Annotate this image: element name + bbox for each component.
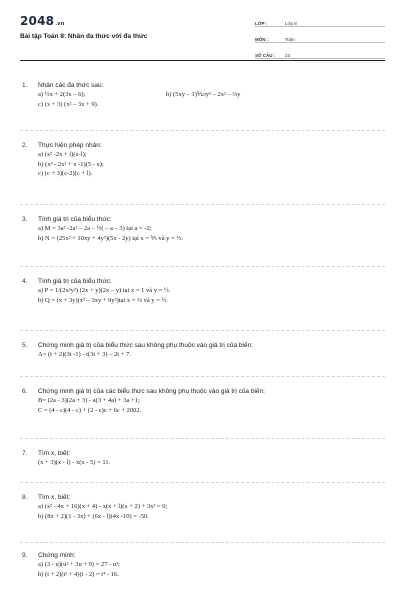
- question-line: B= (2a - 3)(2a + 3) - a(3 + 4a) + 3a +1;: [38, 397, 140, 404]
- question-number: 9.: [22, 552, 28, 559]
- question-line: a) P = 1/(2x²y²) (2x + y)(2x – y) tại x = 1 và y = ½.: [38, 287, 171, 294]
- question-number: 3.: [22, 216, 28, 223]
- question-8: [22, 494, 382, 521]
- question-line: A= (t + 2)(3t -1) - t(3t + 3) – 2t + 7.: [38, 351, 131, 358]
- meta-label: LỚP :: [255, 21, 268, 26]
- meta-row-subject: [255, 30, 385, 43]
- meta-label: SỐ CÂU :: [255, 53, 276, 58]
- meta-value: 23: [285, 53, 291, 58]
- question-text: Tính giá trị của biểu thức:: [38, 216, 112, 223]
- question-number: 5.: [22, 342, 28, 349]
- question-7: [22, 450, 382, 468]
- question-9: [22, 552, 382, 579]
- logo-suffix: .vn: [55, 21, 65, 27]
- meta-label: MÔN :: [255, 37, 269, 42]
- question-number: 6.: [22, 388, 28, 395]
- meta-row-count: [255, 46, 385, 59]
- divider: [20, 376, 385, 377]
- question-line: c) (c + 3)(c-2)(c + l).: [38, 170, 93, 177]
- logo-text: 2048: [20, 14, 55, 28]
- question-6: [22, 388, 382, 415]
- question-number: 1.: [22, 82, 28, 89]
- question-line: (x + 3)(x - l) - x(x - 5) = 11.: [38, 459, 111, 466]
- question-4: [22, 278, 382, 305]
- question-3: [22, 216, 382, 243]
- question-line: b) (x³ - 2x² + x -1)(5 - x);: [38, 160, 104, 168]
- question-text: Chứng minh giá trị của biểu thức sau không phụ thuộc vào giá trị của biến:: [38, 342, 254, 349]
- question-2: [22, 142, 382, 179]
- divider: [20, 204, 385, 205]
- question-line: b) (5xy – 1)⅒y³ – 2x² – ⅔y: [166, 91, 241, 98]
- question-text: Nhân các đa thức sau:: [38, 82, 104, 89]
- question-5: [22, 342, 382, 360]
- question-text: Tìm x, biết:: [38, 450, 71, 457]
- divider: [20, 330, 385, 331]
- question-text: Tính giá trị của biểu thức:: [38, 278, 112, 285]
- meta-panel: [255, 14, 385, 62]
- question-text: Chứng minh giá trị của các biểu thức sau không phụ thuộc vào giá trị của biến:: [38, 388, 265, 395]
- header-divider: [20, 60, 385, 61]
- question-line: a) (3 - u)(u² + 3u + 9) = 27 - u³;: [38, 561, 120, 568]
- question-line: a) (x² -2x + l)(x-l);: [38, 151, 87, 158]
- site-logo[interactable]: [20, 14, 65, 28]
- question-text: Thực hiện phép nhân:: [38, 142, 102, 149]
- question-line: C = (4 - c)(4 - c) + (2 - c)c + 6c + 2002.: [38, 406, 142, 414]
- question-number: 4.: [22, 278, 28, 285]
- question-number: 7.: [22, 450, 28, 457]
- question-line: b) (8x + 2)(1 - 3x) + (6x - l)(4x -10) = -50.: [38, 512, 149, 520]
- divider: [20, 266, 385, 267]
- question-number: 2.: [22, 142, 28, 149]
- question-line: a) ½x + 2(3x – 6);: [38, 91, 86, 98]
- divider: [20, 542, 385, 543]
- question-line: b) Q = (x + 3y)(x² – 3xy + 9y²)tại x = ⅓ và y = ½.: [38, 296, 168, 304]
- document-title: Bài tập Toán 8: Nhân đa thức với đa thức: [20, 33, 148, 40]
- divider: [20, 130, 385, 131]
- question-line: c) (x + 3) (x² – 3x + 9).: [38, 100, 99, 108]
- question-line: b) (t + 2)(t² + 4)(t - 2) = t⁴ - 16.: [38, 570, 119, 578]
- question-1: [22, 82, 382, 109]
- question-text: Chứng minh:: [38, 552, 76, 559]
- meta-value: Lớp 8: [285, 21, 297, 26]
- meta-row-class: [255, 14, 385, 27]
- meta-value: Toán: [285, 37, 295, 42]
- divider: [20, 438, 385, 439]
- question-line: a) M = 3a² -2a² – 2a – ½( – a – 3) tại a = -2;: [38, 225, 152, 232]
- question-line: a) (x² - 4x + 16)(x + 4) - x(x + l)(x + 2) + 3x² = 0;: [38, 503, 168, 510]
- question-line: b) N = (25x² + 10xy + 4y²)(5x - 2y) tại x = ⅕ và y = ½.: [38, 234, 183, 242]
- question-number: 8.: [22, 494, 28, 501]
- question-text: Tìm x, biết:: [38, 494, 71, 501]
- divider: [20, 482, 385, 483]
